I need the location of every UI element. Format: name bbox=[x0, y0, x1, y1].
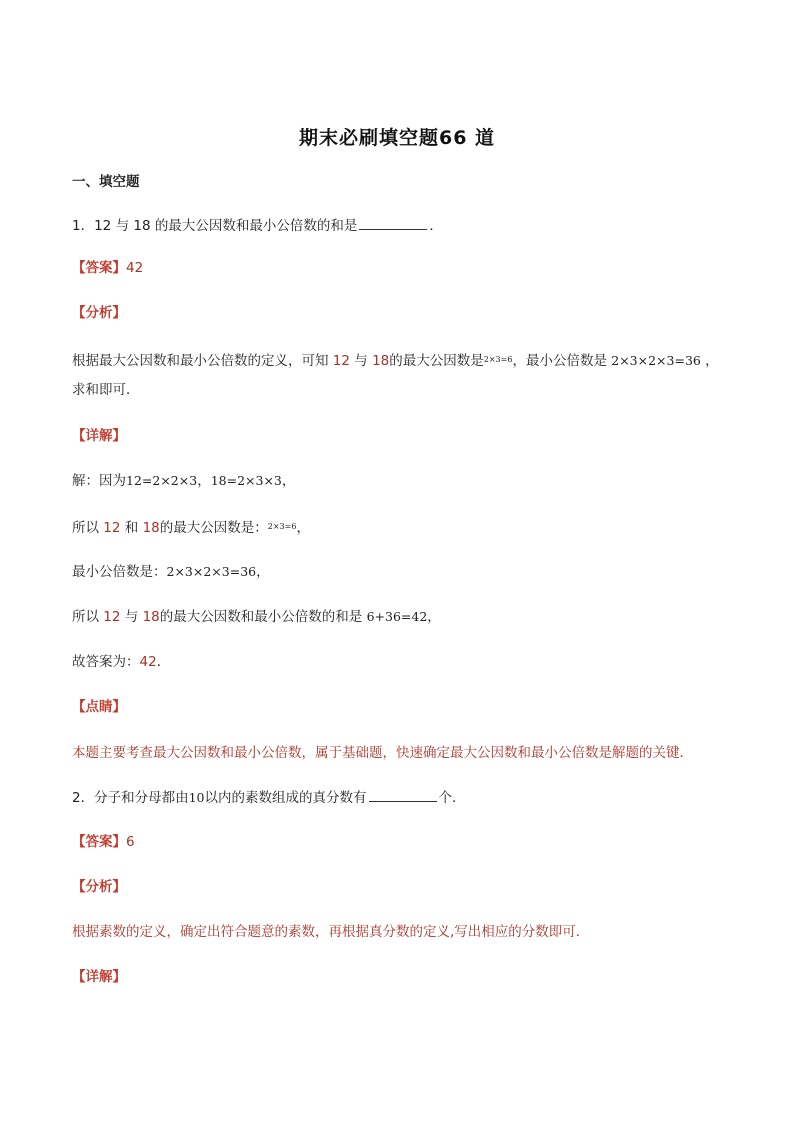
analysis-text: 根据最大公因数和最小公倍数的定义，可知 bbox=[72, 353, 329, 369]
detail-line-1 bbox=[72, 471, 295, 491]
detail-text: ． bbox=[156, 654, 171, 670]
detail-formula: 6+36=42 bbox=[366, 609, 428, 624]
detail-text: 与 bbox=[124, 609, 139, 625]
analysis-text: 的最大公因数是 bbox=[389, 353, 484, 369]
page-title: 期末必刷填空题66 道 bbox=[298, 127, 496, 149]
answer-2 bbox=[72, 832, 135, 852]
detail-label: 【详解】 bbox=[72, 969, 126, 985]
analysis-label: 【分析】 bbox=[72, 305, 126, 321]
comment-label: 【点睛】 bbox=[72, 699, 126, 715]
detail-number: 18 bbox=[142, 609, 160, 625]
detail-text: ， bbox=[296, 520, 310, 536]
question-2-stem: 分子和分母都由 bbox=[94, 790, 189, 806]
question-2 bbox=[72, 787, 466, 808]
detail-line-3 bbox=[72, 562, 270, 582]
answer-label: 【答案】 bbox=[72, 260, 126, 276]
detail-text: 解：因为 bbox=[72, 473, 126, 489]
question-1-number: 1． bbox=[72, 218, 95, 234]
detail-text: ， bbox=[197, 473, 211, 489]
analysis-number: 12 bbox=[332, 353, 350, 369]
answer-value: 6 bbox=[126, 834, 135, 850]
answer-value: 42 bbox=[126, 260, 144, 276]
analysis-label: 【分析】 bbox=[72, 879, 126, 895]
detail-text: 的最大公因数和最小公倍数的和是 bbox=[159, 609, 363, 625]
detail-line-5 bbox=[72, 652, 170, 672]
question-2-stem: 以内的素数组成的真分数有 bbox=[204, 790, 367, 806]
answer-blank bbox=[359, 215, 427, 230]
detail-text: ， bbox=[281, 473, 296, 489]
detail-formula: 2×3=6 bbox=[267, 522, 297, 531]
detail-number: 18 bbox=[142, 520, 160, 536]
detail-text: 故答案为： bbox=[72, 654, 140, 670]
detail-number: 12 bbox=[103, 609, 121, 625]
answer-label: 【答案】 bbox=[72, 834, 126, 850]
detail-formula: 12=2×2×3 bbox=[126, 473, 198, 488]
detail-text: 的最大公因数是： bbox=[159, 520, 268, 536]
section-heading: 一、填空题 bbox=[72, 174, 140, 190]
analysis-text: 根据素数的定义，确定出符合题意的素数，再根据真分数的定义,写出相应的分数即可． bbox=[72, 924, 590, 940]
question-2-number-value: 10 bbox=[188, 790, 205, 805]
detail-number: 12 bbox=[103, 520, 121, 536]
question-1-stem-end: ． bbox=[429, 218, 443, 234]
question-2-number: 2． bbox=[72, 790, 95, 806]
detail-text: 最小公倍数是： bbox=[72, 564, 167, 580]
analysis-formula: 2×3=6 bbox=[483, 355, 513, 364]
analysis-text-line2: 求和即可． bbox=[72, 382, 140, 398]
detail-text: 所以 bbox=[72, 520, 99, 536]
detail-number: 42 bbox=[139, 654, 157, 670]
detail-text: 所以 bbox=[72, 609, 99, 625]
question-1 bbox=[72, 215, 443, 236]
detail-formula: 2×3×2×3=36 bbox=[166, 564, 257, 579]
question-2-stem-end: 个． bbox=[438, 790, 466, 806]
comment-text: 本题主要考查最大公因数和最小公倍数，属于基础题，快速确定最大公因数和最小公倍数是解题的关键． bbox=[72, 745, 693, 761]
analysis-text-line1 bbox=[72, 350, 719, 371]
detail-line-4 bbox=[72, 607, 441, 627]
detail-text: ， bbox=[427, 609, 441, 625]
question-1-stem: 12 与 18 的最大公因数和最小公倍数的和是 bbox=[94, 218, 358, 234]
detail-formula: 18=2×3×3 bbox=[210, 473, 282, 488]
analysis-formula: 2×3×2×3=36 bbox=[611, 353, 701, 368]
detail-text: ， bbox=[256, 564, 270, 580]
analysis-text: ，最小公倍数是 bbox=[512, 353, 607, 369]
analysis-number: 18 bbox=[372, 353, 390, 369]
analysis-text: ， bbox=[705, 353, 719, 369]
analysis-text: 与 bbox=[354, 353, 368, 369]
detail-text: 和 bbox=[124, 520, 139, 536]
answer-blank bbox=[369, 787, 437, 802]
answer-1 bbox=[72, 258, 143, 278]
detail-line-2 bbox=[72, 517, 310, 538]
detail-label: 【详解】 bbox=[72, 428, 126, 444]
